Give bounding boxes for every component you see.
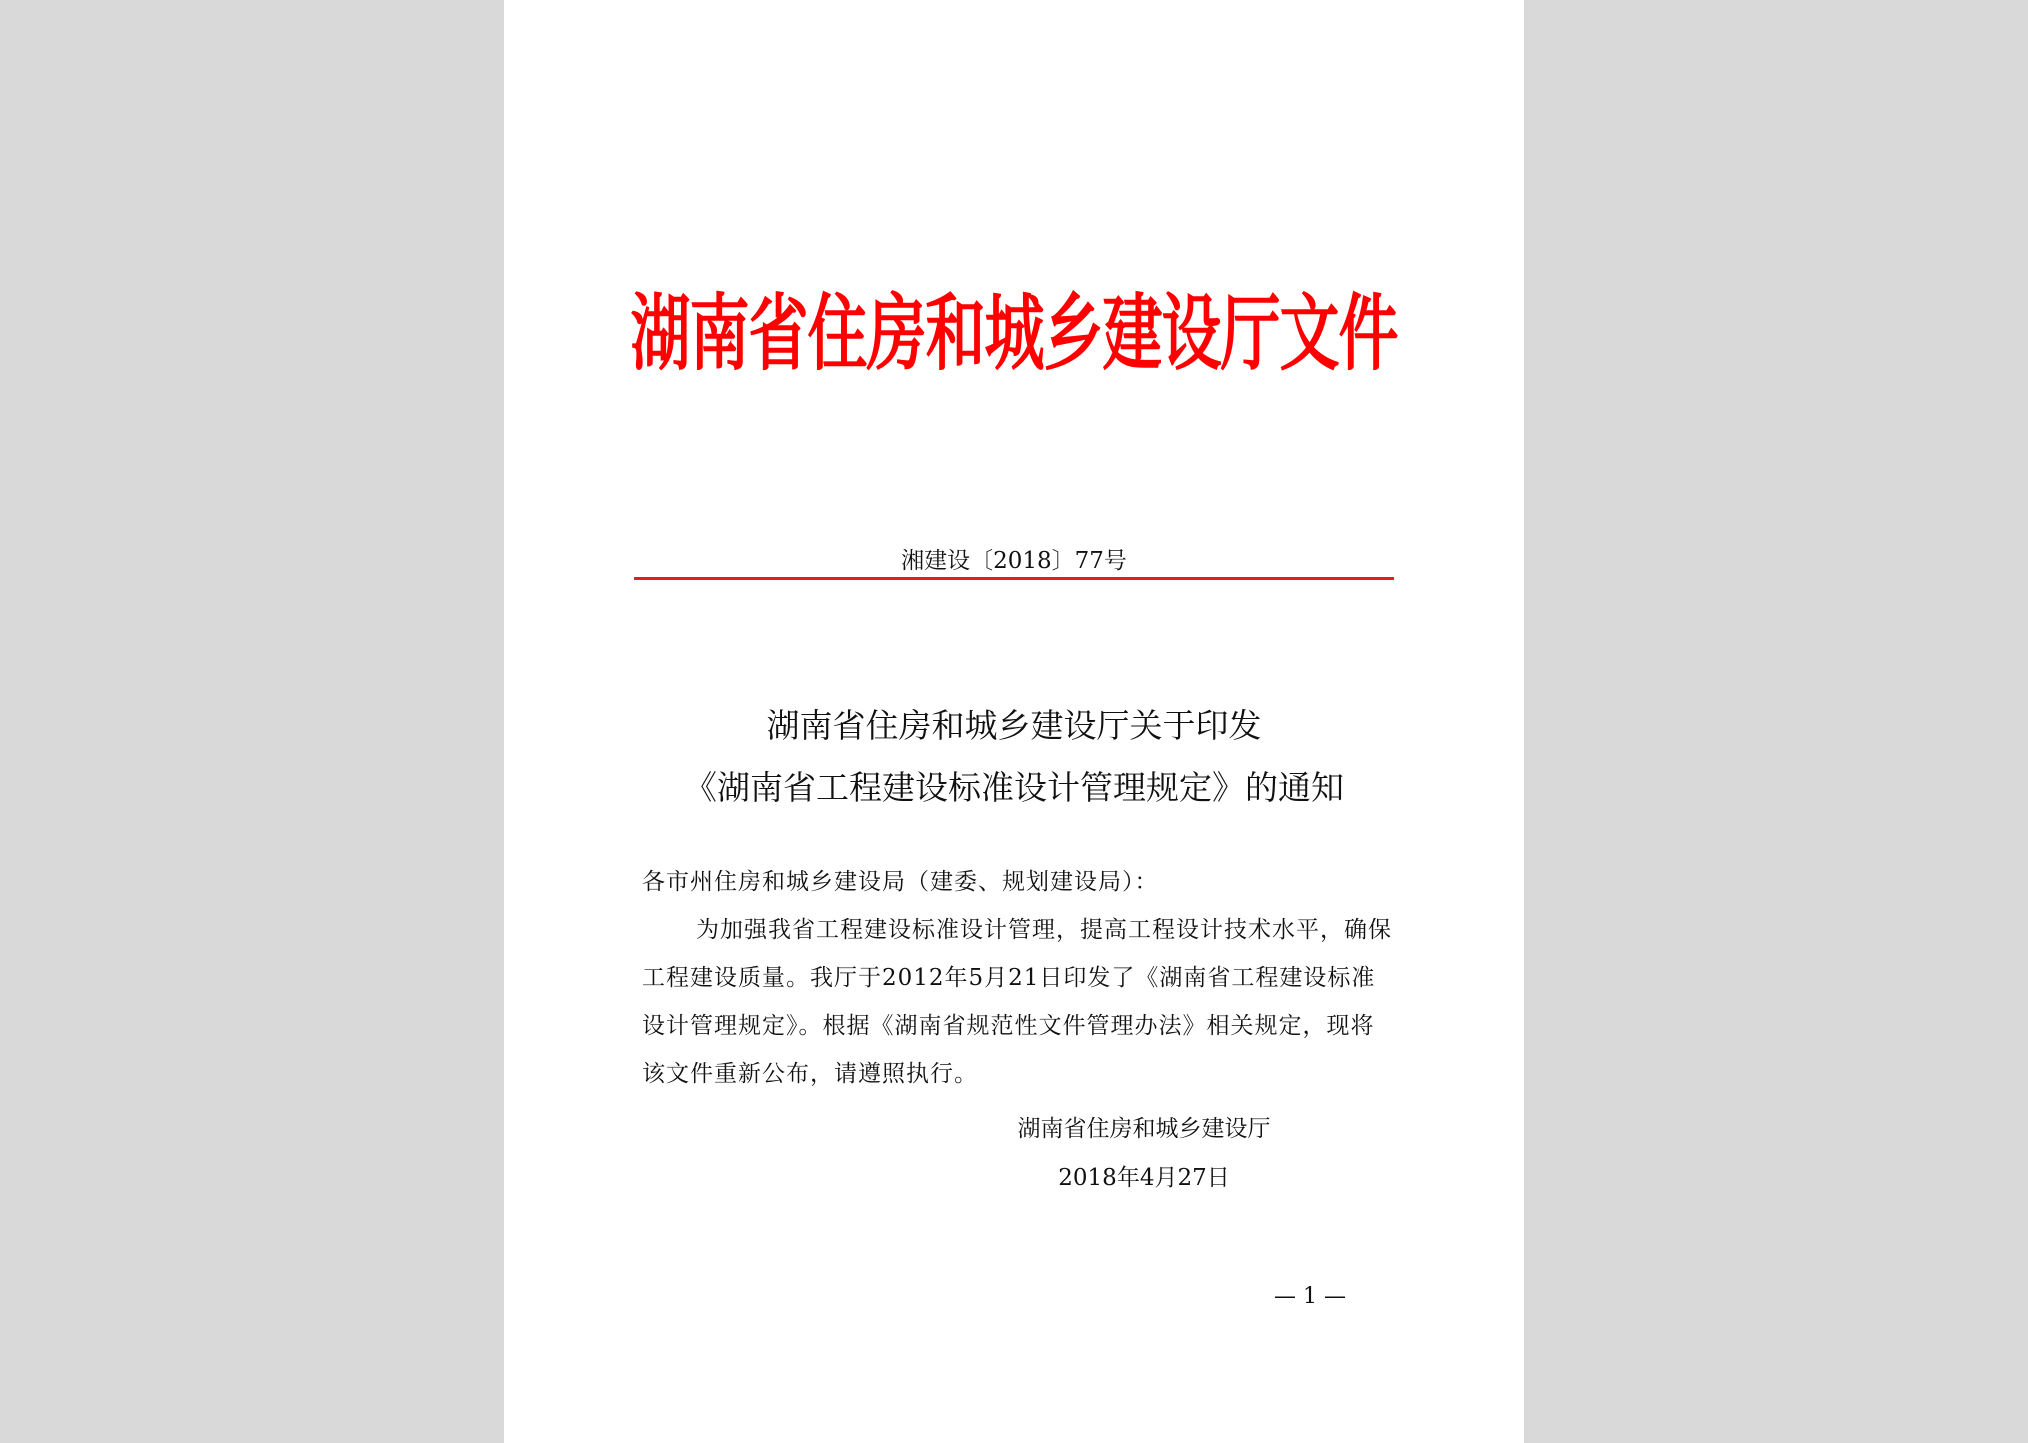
document-title xyxy=(504,695,1524,819)
masthead-title: 湖南省住房和城乡建设厅文件 xyxy=(630,285,1398,383)
body-paragraph: 为加强我省工程建设标准设计管理，提高工程设计技术水平，确保工程建设质量。我厅于2012年5月21日印发了《湖南省工程建设标准设计管理规定》。根据《湖南省规范性文件管理办法》相关规定，现将该文件重新公布，请遵照执行。 xyxy=(642,917,1392,1087)
title-line-1: 湖南省住房和城乡建设厅关于印发 xyxy=(766,706,1262,745)
addressee: 各市州住房和城乡建设局（建委、规划建设局）： xyxy=(642,869,1159,895)
document-number: 湘建设〔2018〕77号 xyxy=(901,548,1127,574)
signature-organization: 湖南省住房和城乡建设厅 xyxy=(1017,1116,1271,1142)
page-number: — 1 — xyxy=(1274,1284,1346,1309)
document-page xyxy=(504,0,1524,1443)
signature-date: 2018年4月27日 xyxy=(1058,1165,1230,1191)
red-divider-line xyxy=(634,577,1394,580)
document-body xyxy=(642,858,1392,1098)
title-line-2: 《湖南省工程建设标准设计管理规定》的通知 xyxy=(684,768,1344,807)
